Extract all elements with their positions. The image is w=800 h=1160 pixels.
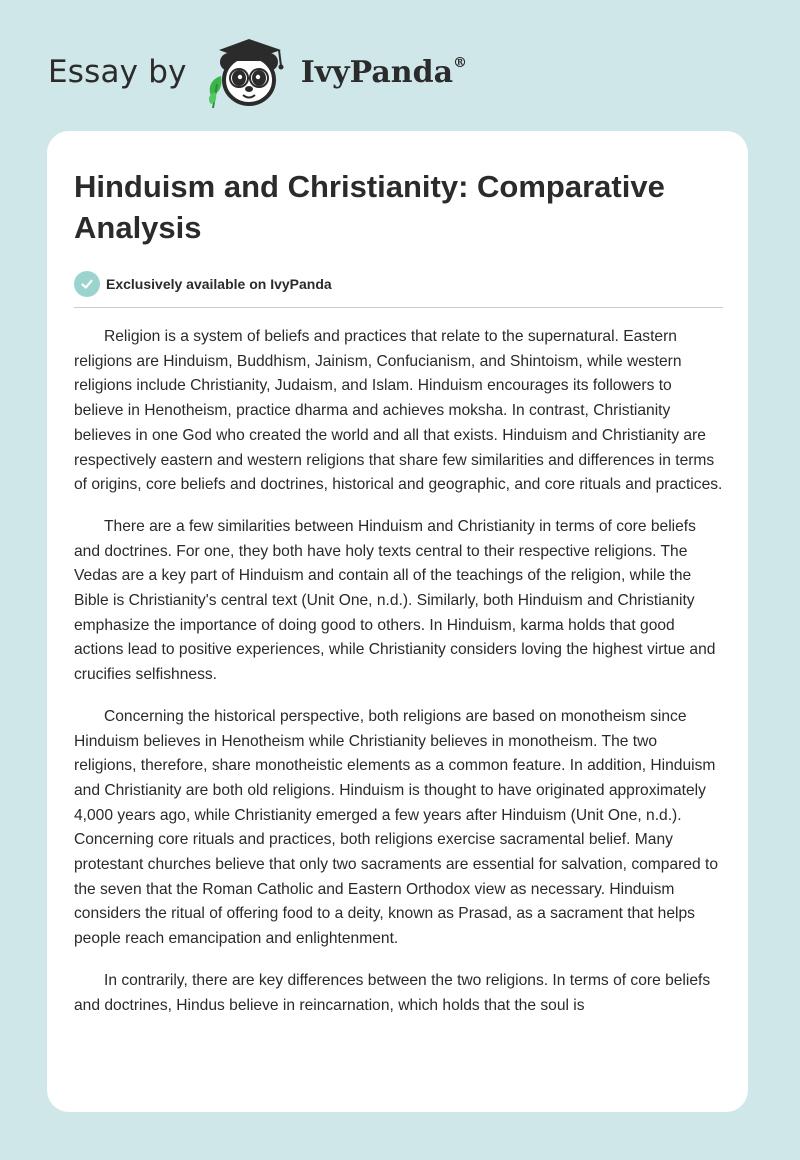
brand-name[interactable] — [301, 55, 467, 90]
panda-graduate-logo-icon[interactable] — [205, 34, 293, 110]
site-header — [48, 34, 467, 110]
essay-by-label: Essay by — [48, 54, 187, 90]
paragraph: In contrarily, there are key differences between the two religions. In terms of core beliefs and doctrines, Hindus believe in reincarnation, which holds that the soul is — [74, 971, 711, 1014]
paragraph: Concerning the historical perspective, both religions are based on monotheism since Hinduism believes in Henotheism while Christianity believes in monotheism. The two religions, therefore, share monotheistic elements as a common feature. In addition, Hinduism and Christianity are both old religions. Hinduism is thought to have originated approximately 4,000 years ago, while Christianity emerged a few years after Hinduism (Unit One, n.d.). Concerning core rituals and practices, both religions exercise sacramental belief. Many protestant churches believe that only two sacraments are essential for salvation, compared to the seven that the Roman Catholic and Eastern Orthodox view as necessary. Hinduism considers the ritual of offering food to a deity, known as Prasad, as a sacrament that helps people reach emancipation and enlightenment. — [74, 707, 719, 948]
essay-card — [47, 131, 748, 1112]
essay-body — [74, 325, 723, 1018]
paragraph: Religion is a system of beliefs and practices that relate to the supernatural. Eastern religions are Hinduism, Buddhism, Jainism, Confucianism, and Shintoism, while western religions include Christianity, Judaism, and Islam. Hinduism encourages its followers to believe in Henotheism, practice dharma and achieves moksha. In contrast, Christianity believes in one God who created the world and all that exists. Hinduism and Christianity are respectively eastern and western religions that share few similarities and differences in terms of origins, core beliefs and doctrines, historical and geographic, and core rituals and practices. — [74, 328, 723, 494]
paragraph: There are a few similarities between Hinduism and Christianity in terms of core beliefs and doctrines. For one, they both have holy texts central to their respective religions. The Vedas are a key part of Hinduism and contain all of the teachings of the religion, while the Bible is Christianity's central text (Unit One, n.d.). Similarly, both Hinduism and Christianity emphasize the importance of doing good to others. In Hinduism, karma holds that good actions lead to positive experiences, while Christianity considers loving the highest virtue and crucifies selfishness. — [74, 517, 716, 684]
exclusive-badge — [74, 270, 722, 298]
exclusive-badge-text: Exclusively available on IvyPanda — [106, 276, 332, 292]
title-divider — [74, 307, 723, 308]
essay-title: Hinduism and Christianity: Comparative Analysis — [74, 169, 665, 245]
check-icon — [74, 271, 100, 297]
registered-mark: ® — [453, 54, 468, 71]
brand-text: IvyPanda — [300, 54, 454, 90]
